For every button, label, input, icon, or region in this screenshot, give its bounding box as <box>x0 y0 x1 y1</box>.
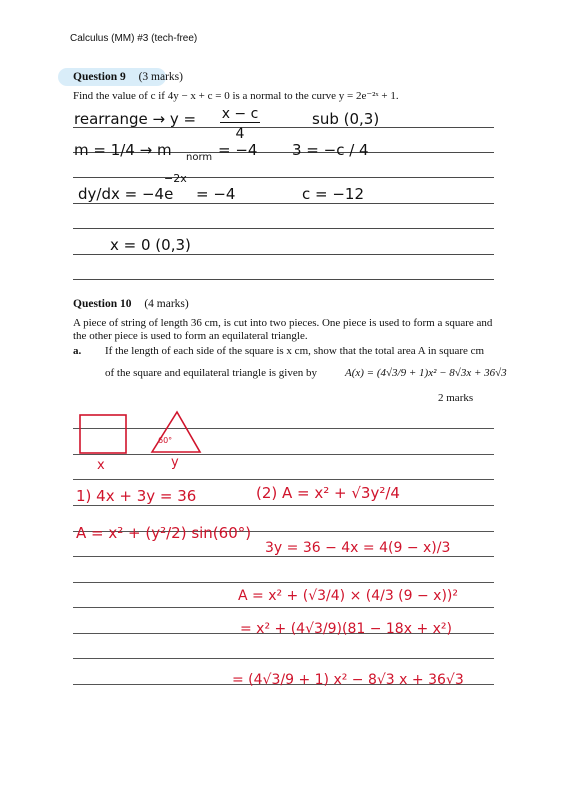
q9-working-norm: norm <box>186 152 213 163</box>
part-a-text: If the length of each side of the square is x cm, show that the total area A in square cm <box>105 345 485 357</box>
question-10-label: Question 10 <box>73 298 132 310</box>
part-a-marks: 2 marks <box>438 392 474 404</box>
triangle-side-label: y <box>171 455 179 470</box>
q9-working-sub-result: 3 = −c / 4 <box>292 141 369 159</box>
q9-working-exponent: −2x <box>164 172 187 185</box>
q10-working-substitute: A = x² + (√3/4) × (4/3 (9 − x))² <box>238 588 459 604</box>
square-sketch <box>80 415 126 453</box>
part-a-label: a. <box>73 345 82 357</box>
document-header: Calculus (MM) #3 (tech-free) <box>70 33 198 44</box>
q9-working-fraction-num: x − c <box>221 106 259 122</box>
q10-working-expand: = x² + (4√3/9)(81 − 18x + x²) <box>240 621 452 637</box>
triangle-angle-label: 60° <box>158 436 173 445</box>
q9-working-sub: sub (0,3) <box>312 110 380 128</box>
part-a-text2: of the square and equilateral triangle is given by <box>105 367 317 379</box>
q9-working-answer: c = −12 <box>302 185 365 203</box>
q9-working-derivative-value: = −4 <box>196 185 236 203</box>
q10-working-area-formula: (2) A = x² + √3y²/4 <box>256 484 400 502</box>
q9-working-gradient: = −4 <box>218 141 258 159</box>
q10-working-solve-y: 3y = 36 − 4x = 4(9 − x)/3 <box>265 540 451 556</box>
q9-working-line1: rearrange → y = <box>74 110 197 128</box>
square-side-label: x <box>97 458 105 473</box>
question-9-stem: Find the value of c if 4y − x + c = 0 is a normal to the curve y = 2e⁻²ˣ + 1. <box>73 90 399 102</box>
question-9-label: Question 9 <box>73 71 126 83</box>
q10-working-perimeter: 1) 4x + 3y = 36 <box>76 487 197 505</box>
q9-working-derivative: dy/dx = −4e <box>78 185 174 203</box>
q10-working-area-sine: A = x² + (y²/2) sin(60°) <box>76 524 252 542</box>
question-10-stem: A piece of string of length 36 cm, is cut into two pieces. One piece is used to form a square and the other piece is used to form an equilateral triangle. <box>73 317 493 342</box>
part-a-formula: A(x) = (4√3/9 + 1)x² − 8√3x + 36√3 <box>345 367 507 379</box>
question-9-marks: (3 marks) <box>138 71 183 83</box>
q9-working-point: x = 0 (0,3) <box>110 236 191 254</box>
q9-working-fraction-den: 4 <box>235 126 245 142</box>
q9-working-line2: m = 1/4 → m <box>74 141 172 159</box>
question-10-marks: (4 marks) <box>144 298 189 310</box>
triangle-sketch <box>152 412 200 452</box>
q10-working-final: = (4√3/9 + 1) x² − 8√3 x + 36√3 <box>232 672 464 688</box>
